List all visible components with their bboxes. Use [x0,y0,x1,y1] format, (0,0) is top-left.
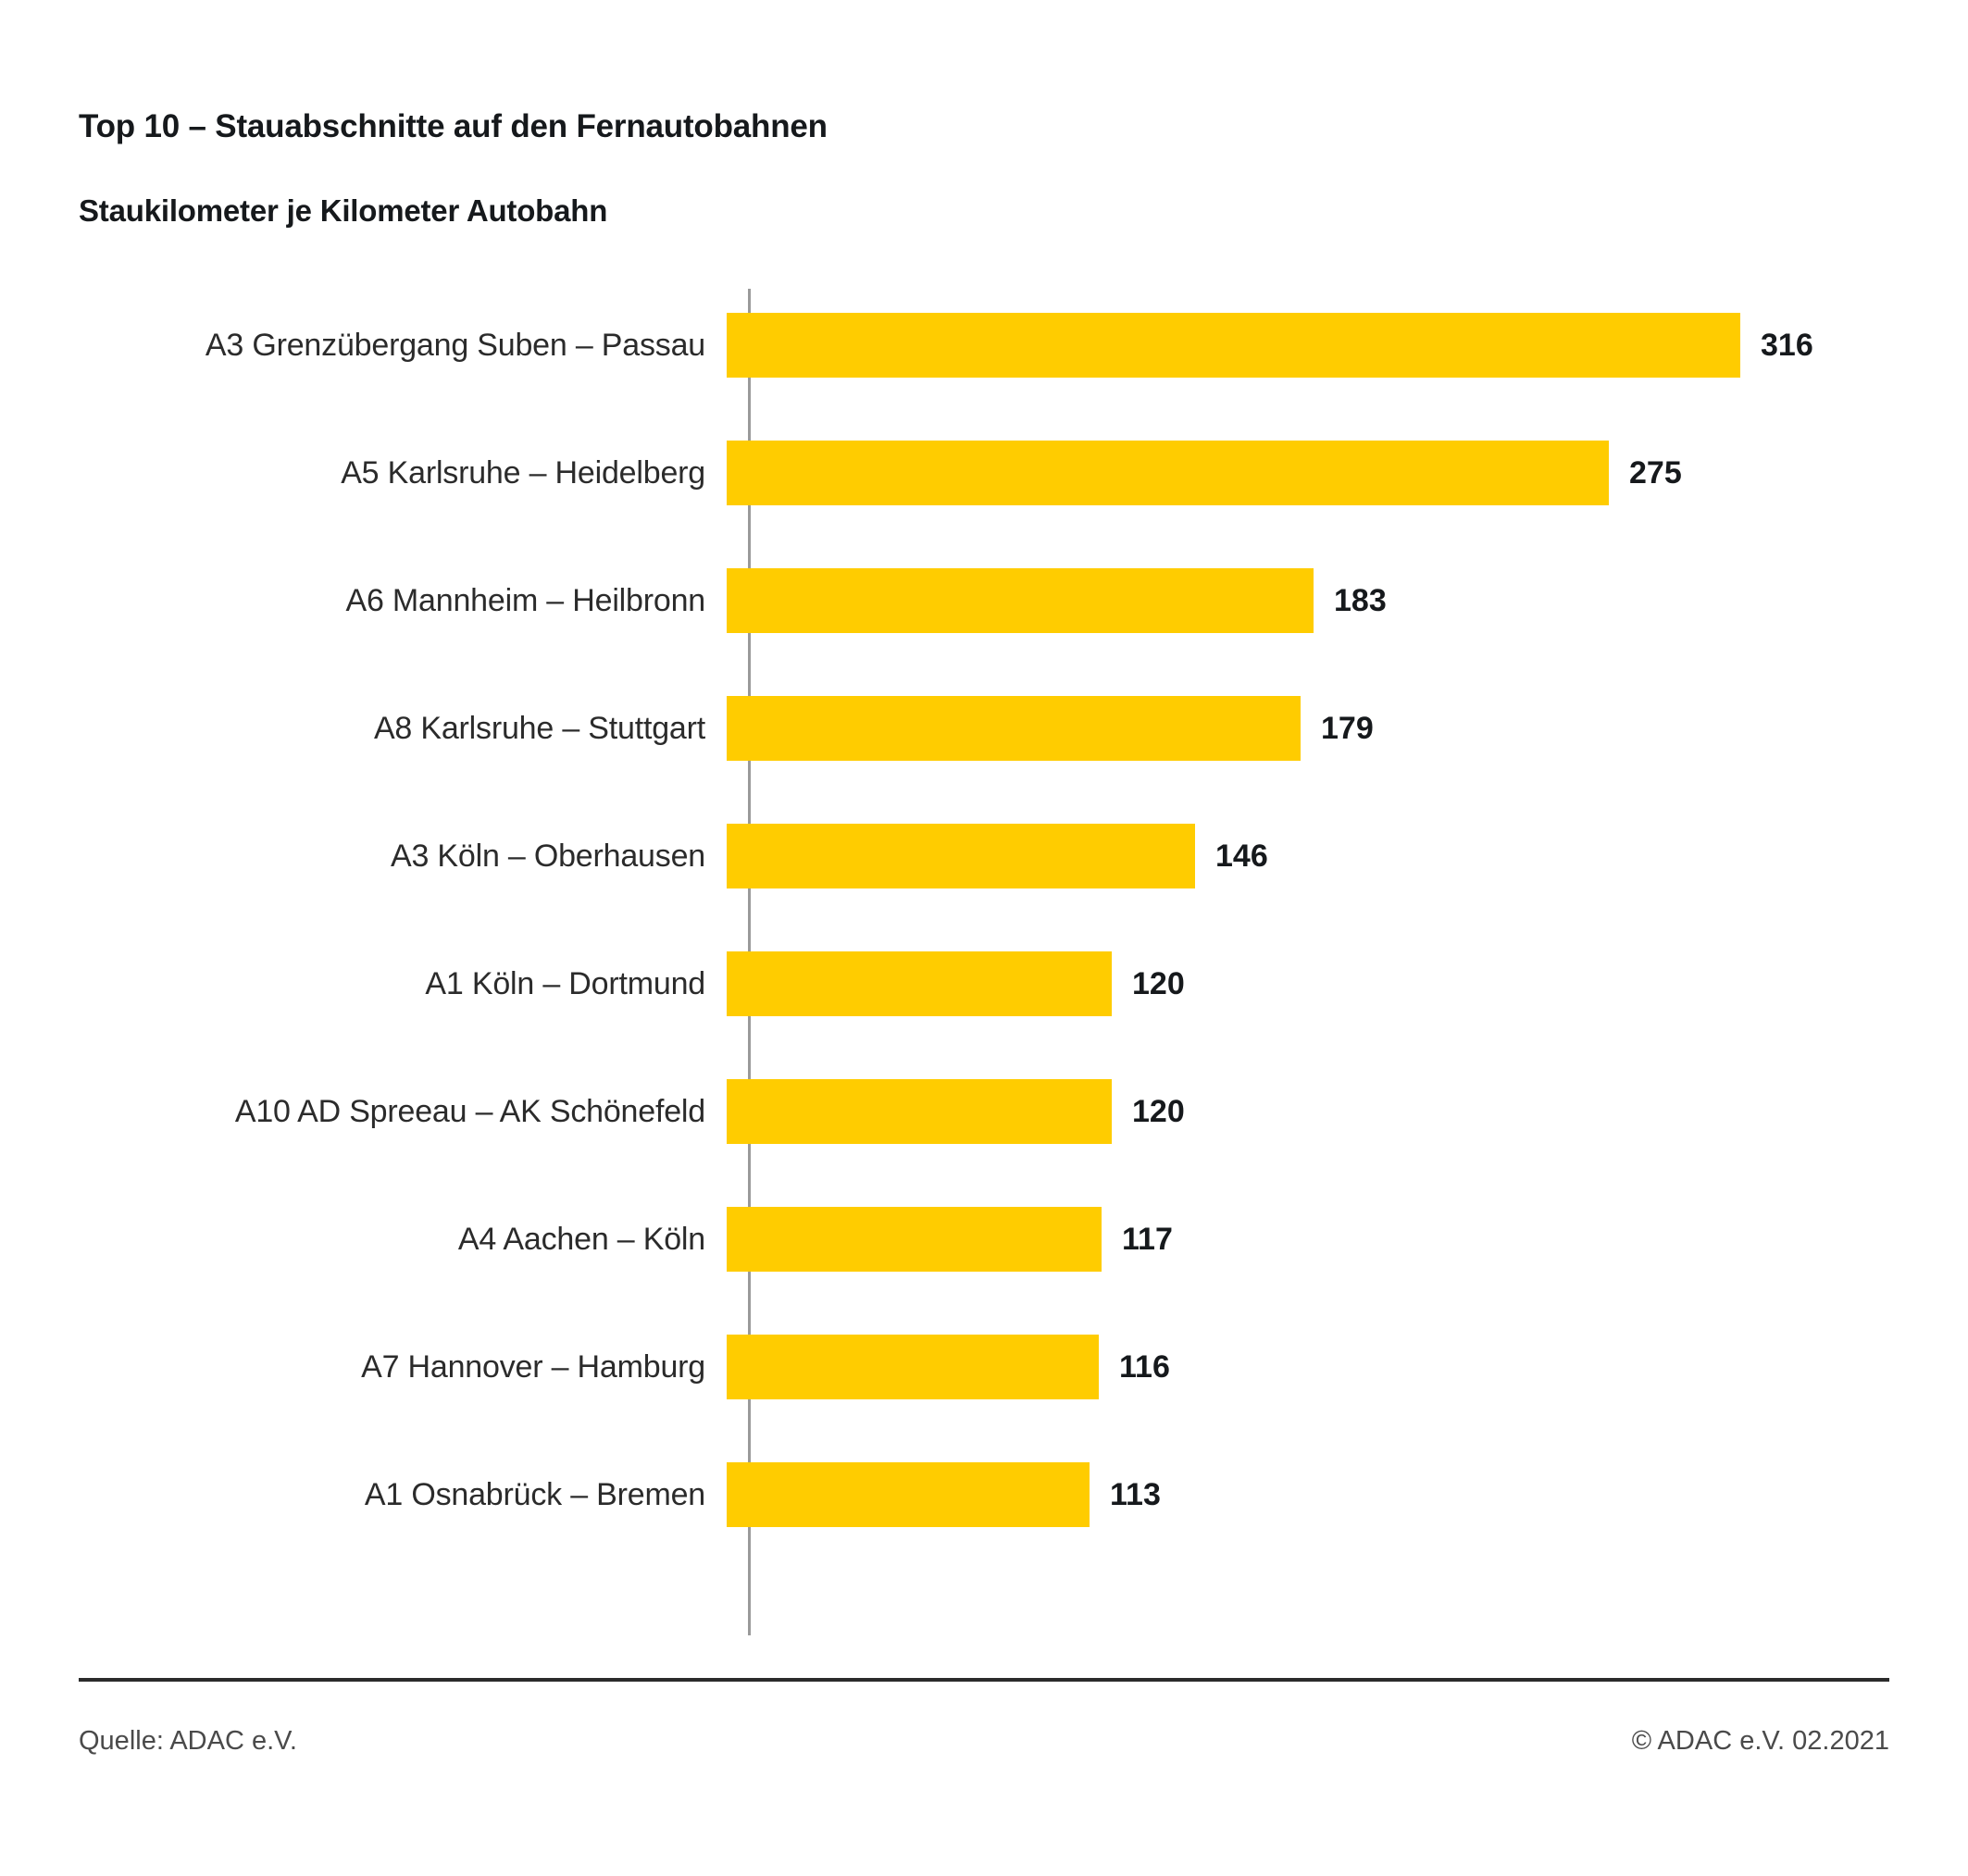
bar-track [727,696,1889,761]
bar-track [727,441,1889,505]
bar-row [79,824,1889,888]
bar-rows [79,289,1889,1635]
bar [727,441,1609,505]
bar-track [727,568,1889,633]
bar-category-label: A3 Köln – Oberhausen [390,838,705,874]
bar-track [727,1462,1889,1527]
bar-category-label: A1 Köln – Dortmund [425,965,705,1001]
bar-value-label: 116 [1119,1348,1170,1385]
bar-track [727,1335,1889,1399]
bar-category-label: A7 Hannover – Hamburg [361,1348,705,1385]
bar-category-label: A10 AD Spreeau – AK Schönefeld [234,1093,705,1129]
bar-value-label: 120 [1132,1093,1185,1129]
bar-value-label: 183 [1334,582,1387,618]
bar-category-label: A5 Karlsruhe – Heidelberg [341,454,705,491]
bar-row [79,1335,1889,1399]
bar-track [727,313,1889,378]
bar-category-label: A4 Aachen – Köln [457,1221,705,1257]
bar-category-label: A8 Karlsruhe – Stuttgart [373,710,705,746]
bar-value-label: 120 [1132,965,1185,1001]
bar [727,1462,1090,1527]
bar-row [79,441,1889,505]
bar-track [727,1207,1889,1272]
bar [727,1207,1102,1272]
page-title: Top 10 – Stauabschnitte auf den Fernautobahnen [79,108,828,144]
page-subtitle: Staukilometer je Kilometer Autobahn [79,193,608,228]
bar [727,1335,1099,1399]
bar-row [79,313,1889,378]
bar-value-label: 179 [1321,710,1374,746]
bar-category-label: A1 Osnabrück – Bremen [364,1476,705,1512]
copyright-note: © ADAC e.V. 02.2021 [1631,1726,1889,1756]
bar-row [79,1462,1889,1527]
bar [727,313,1740,378]
bar-chart [79,289,1889,1635]
bar-row [79,1207,1889,1272]
bar [727,824,1195,888]
bar-value-label: 113 [1110,1476,1161,1512]
bar-track [727,951,1889,1016]
bar-value-label: 117 [1122,1221,1173,1257]
bar-track [727,824,1889,888]
bar-category-label: A3 Grenzübergang Suben – Passau [205,327,705,363]
footer-divider [79,1678,1889,1682]
bar [727,951,1112,1016]
source-note: Quelle: ADAC e.V. [79,1726,297,1756]
bar-row [79,568,1889,633]
bar-category-label: A6 Mannheim – Heilbronn [345,582,705,618]
bar [727,696,1301,761]
bar-row [79,696,1889,761]
bar-row [79,1079,1889,1144]
bar [727,568,1314,633]
bar-value-label: 316 [1761,327,1813,363]
bar-value-label: 275 [1629,454,1682,491]
bar-row [79,951,1889,1016]
bar [727,1079,1112,1144]
bar-track [727,1079,1889,1144]
bar-value-label: 146 [1215,838,1268,874]
